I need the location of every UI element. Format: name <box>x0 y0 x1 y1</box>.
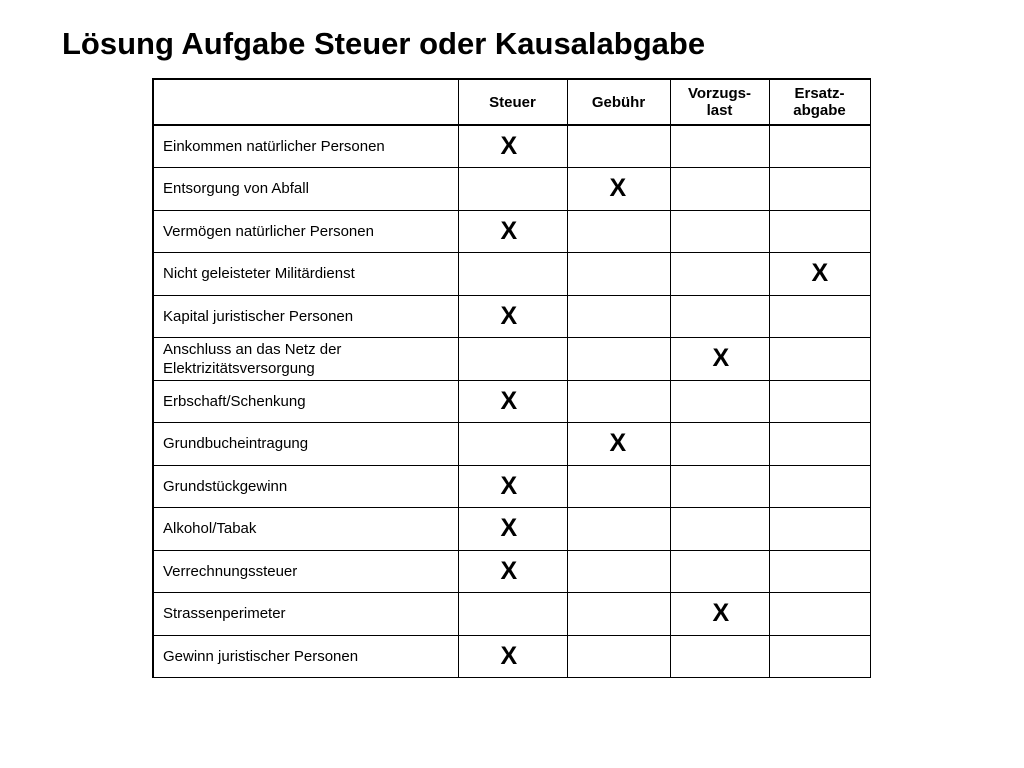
table-row <box>153 338 870 381</box>
cell-vorzugslast <box>670 125 769 168</box>
cell-vorzugslast <box>670 380 769 423</box>
row-label: Kapital juristischer Personen <box>153 295 458 338</box>
check-mark-x: X <box>500 556 518 585</box>
cell-gebuehr <box>567 253 670 296</box>
cell-steuer <box>458 168 567 211</box>
cell-steuer <box>458 465 567 508</box>
table-row <box>153 465 870 508</box>
cell-steuer <box>458 338 567 381</box>
cell-steuer <box>458 593 567 636</box>
cell-vorzugslast <box>670 168 769 211</box>
check-mark-x: X <box>500 301 518 330</box>
cell-gebuehr <box>567 338 670 381</box>
cell-gebuehr <box>567 210 670 253</box>
row-label: Einkommen natürlicher Personen <box>153 125 458 168</box>
cell-vorzugslast <box>670 593 769 636</box>
page-title: Lösung Aufgabe Steuer oder Kausalabgabe <box>62 26 706 61</box>
row-label: Erbschaft/Schenkung <box>153 380 458 423</box>
table-row <box>153 380 870 423</box>
cell-ersatzabgabe <box>769 508 870 551</box>
cell-gebuehr <box>567 295 670 338</box>
row-label: Strassenperimeter <box>153 593 458 636</box>
row-label: Grundbucheintragung <box>153 423 458 466</box>
table-row <box>153 125 870 168</box>
cell-gebuehr <box>567 423 670 466</box>
cell-ersatzabgabe <box>769 210 870 253</box>
cell-gebuehr <box>567 380 670 423</box>
column-header-gebuehr: Gebühr <box>567 79 670 125</box>
table-row <box>153 593 870 636</box>
cell-steuer <box>458 125 567 168</box>
cell-vorzugslast <box>670 253 769 296</box>
cell-vorzugslast <box>670 465 769 508</box>
solution-table <box>152 78 871 678</box>
table-header-row <box>153 79 870 125</box>
cell-vorzugslast <box>670 210 769 253</box>
cell-gebuehr <box>567 550 670 593</box>
row-label: Verrechnungssteuer <box>153 550 458 593</box>
cell-steuer <box>458 635 567 678</box>
cell-steuer <box>458 253 567 296</box>
check-mark-x: X <box>500 216 518 245</box>
row-label: Entsorgung von Abfall <box>153 168 458 211</box>
table-row <box>153 550 870 593</box>
cell-gebuehr <box>567 508 670 551</box>
cell-steuer <box>458 210 567 253</box>
check-mark-x: X <box>811 259 829 288</box>
cell-ersatzabgabe <box>769 423 870 466</box>
cell-steuer <box>458 508 567 551</box>
check-mark-x: X <box>609 429 627 458</box>
check-mark-x: X <box>500 132 518 160</box>
check-mark-x: X <box>500 641 518 670</box>
row-label: Gewinn juristischer Personen <box>153 635 458 678</box>
cell-ersatzabgabe <box>769 380 870 423</box>
cell-vorzugslast <box>670 295 769 338</box>
cell-ersatzabgabe <box>769 338 870 381</box>
column-header-vorzugslast: Vorzugs- last <box>670 79 769 125</box>
cell-ersatzabgabe <box>769 168 870 211</box>
cell-gebuehr <box>567 465 670 508</box>
cell-gebuehr <box>567 125 670 168</box>
cell-ersatzabgabe <box>769 550 870 593</box>
column-header-ersatzabgabe: Ersatz- abgabe <box>769 79 870 125</box>
column-header-steuer: Steuer <box>458 79 567 125</box>
check-mark-x: X <box>500 514 518 543</box>
cell-steuer <box>458 380 567 423</box>
check-mark-x: X <box>712 344 730 373</box>
cell-ersatzabgabe <box>769 295 870 338</box>
cell-steuer <box>458 295 567 338</box>
table-row <box>153 168 870 211</box>
cell-vorzugslast <box>670 635 769 678</box>
check-mark-x: X <box>500 386 518 415</box>
cell-gebuehr <box>567 593 670 636</box>
table-row <box>153 210 870 253</box>
table-row <box>153 423 870 466</box>
table-body <box>153 125 870 678</box>
cell-gebuehr <box>567 635 670 678</box>
cell-steuer <box>458 423 567 466</box>
table-row <box>153 508 870 551</box>
cell-ersatzabgabe <box>769 635 870 678</box>
cell-ersatzabgabe <box>769 465 870 508</box>
check-mark-x: X <box>609 174 627 203</box>
table-row <box>153 635 870 678</box>
row-label: Anschluss an das Netz der Elektrizitätsversorgung <box>153 338 458 381</box>
check-mark-x: X <box>500 471 518 500</box>
column-header-label <box>153 79 458 125</box>
row-label: Vermögen natürlicher Personen <box>153 210 458 253</box>
cell-ersatzabgabe <box>769 593 870 636</box>
table-row <box>153 253 870 296</box>
row-label: Nicht geleisteter Militärdienst <box>153 253 458 296</box>
check-mark-x: X <box>712 599 730 628</box>
row-label: Alkohol/Tabak <box>153 508 458 551</box>
cell-gebuehr <box>567 168 670 211</box>
cell-vorzugslast <box>670 338 769 381</box>
cell-vorzugslast <box>670 423 769 466</box>
cell-steuer <box>458 550 567 593</box>
cell-ersatzabgabe <box>769 125 870 168</box>
cell-vorzugslast <box>670 508 769 551</box>
row-label: Grundstückgewinn <box>153 465 458 508</box>
table-row <box>153 295 870 338</box>
cell-vorzugslast <box>670 550 769 593</box>
cell-ersatzabgabe <box>769 253 870 296</box>
